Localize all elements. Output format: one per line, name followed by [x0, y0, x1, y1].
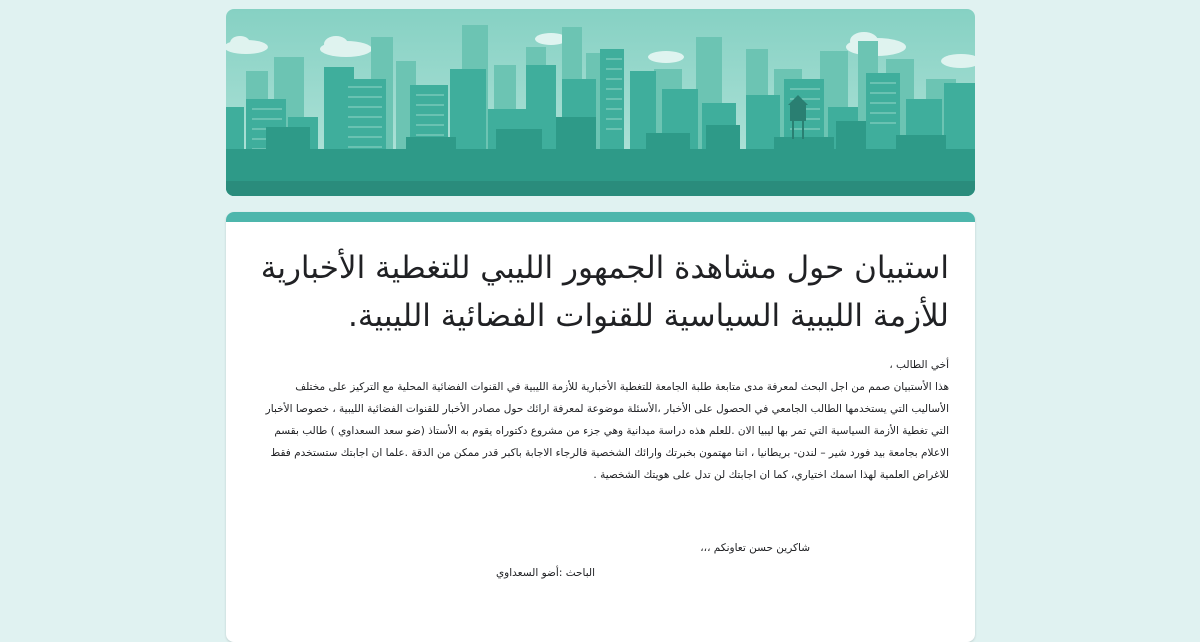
form-title: استبيان حول مشاهدة الجمهور الليبي للتغطية الأخبارية للأزمة الليبية السياسية للقنوات الفضائية الليبية.: [260, 250, 949, 334]
description-researcher: الباحث :أضو السعداوي: [495, 567, 595, 579]
header-banner-image: [226, 9, 975, 196]
accent-bar: [226, 212, 975, 222]
description-greeting: أخي الطالب ،: [889, 359, 949, 371]
city-skyline-illustration: [226, 9, 975, 196]
description-thanks: شاكرين حسن تعاونكم ،،،: [700, 542, 810, 554]
description-body: هذا الأستبيان صمم من اجل البحث لمعرفة مدى متابعة طلبة الجامعة للتغطية الأخبارية للأزمة الليبية في القنوات الفضائية المحلية مع التركيز على مختلف الأساليب التي يستخدمها الطالب الجامعي في الحصول على الأخبار ،الأسئلة موضوعة لمعرفة ارائك حول مصادر الأخبار للقنوات الفضائية الليبية ، خصوصا الأخبار التي تغطية الأزمة السياسية التي تمر بها ليبيا الان .للعلم هذه دراسة ميدانية وهي جزء من مشروع دكتوراه يقوم به الأستاذ (ضو سعد السعداوي ) طالب بقسم الاعلام بجامعة بيد فورد شير – لندن- بريطانيا ، اننا مهتمون بخبرتك وارائك الشخصية فالرجاء الاجابة باكبر قدر ممكن من الدقة .علما ان اجابتك ستستخدم فقط للاغراض العلمية لهذا اسمك اختياري، كما ان اجابتك لن تدل على هويتك الشخصية .: [265, 381, 949, 481]
form-header-card: [226, 212, 975, 642]
form-description: [258, 354, 949, 486]
